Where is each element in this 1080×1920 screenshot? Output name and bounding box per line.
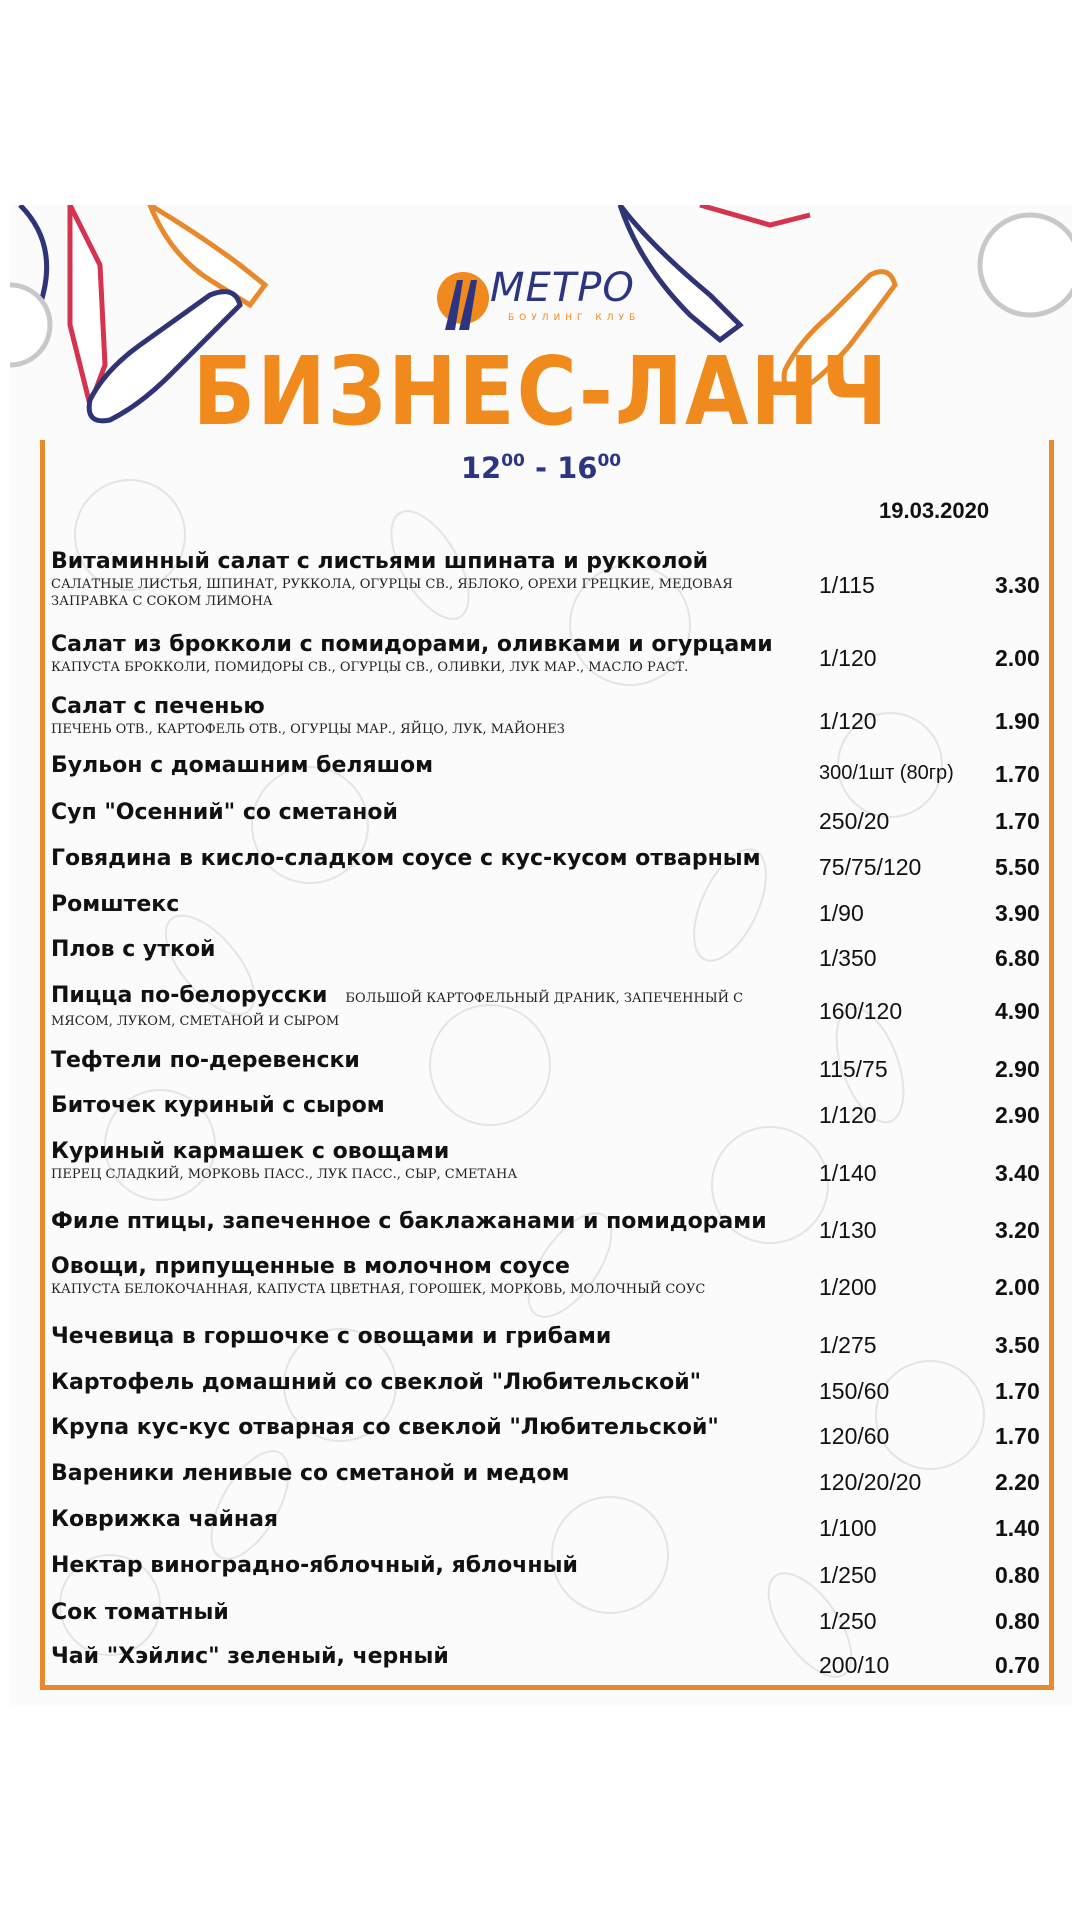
- item-name: Витаминный салат с листьями шпината и рукколой: [51, 549, 708, 574]
- item-name: Картофель домашний со свеклой "Любительской": [51, 1370, 702, 1395]
- item-weight: 200/10: [819, 1652, 890, 1678]
- item-name: Суп "Осенний" со сметаной: [51, 800, 398, 825]
- menu-item: [51, 548, 1061, 610]
- item-name: Сок томатный: [51, 1600, 229, 1625]
- menu-date: 19.03.2020: [879, 498, 990, 523]
- menu-item: [51, 1599, 1061, 1627]
- menu-item: [51, 1552, 1061, 1580]
- item-price: 2.90: [995, 1102, 1040, 1128]
- menu-item: [51, 1092, 1061, 1120]
- item-weight: 1/140: [819, 1160, 877, 1186]
- item-price: 3.90: [995, 900, 1040, 926]
- menu-item: [51, 631, 1061, 676]
- item-name: Овощи, припущенные в молочном соусе: [51, 1254, 570, 1279]
- item-name: Чай "Хэйлис" зеленый, черный: [51, 1644, 449, 1669]
- menu-sheet: [10, 205, 1072, 1705]
- menu-item: [51, 1253, 1061, 1298]
- item-weight: 1/120: [819, 645, 877, 671]
- item-name: Ромштекс: [51, 892, 180, 917]
- item-description: КАПУСТА БРОККОЛИ, ПОМИДОРЫ СВ., ОГУРЦЫ СВ., ОЛИВКИ, ЛУК МАР., МАСЛО РАСТ.: [51, 660, 689, 675]
- menu-item: [51, 799, 1061, 827]
- item-weight: 1/275: [819, 1332, 877, 1358]
- item-weight: 1/250: [819, 1608, 877, 1634]
- item-name: Салат из брокколи с помидорами, оливками и огурцами: [51, 632, 773, 657]
- item-weight: 120/60: [819, 1423, 890, 1449]
- item-price: 1.70: [995, 808, 1040, 834]
- item-price: 2.20: [995, 1469, 1040, 1495]
- item-name: Тефтели по-деревенски: [51, 1048, 360, 1073]
- item-price: 1.70: [995, 1423, 1040, 1449]
- menu-item: [51, 1643, 1061, 1671]
- item-name: Салат с печенью: [51, 694, 265, 719]
- item-name: Вареники ленивые со сметаной и медом: [51, 1461, 570, 1486]
- menu-item: [51, 1506, 1061, 1534]
- item-weight: 115/75: [819, 1056, 888, 1082]
- item-name: Филе птицы, запеченное с баклажанами и помидорами: [51, 1209, 767, 1234]
- item-price: 2.00: [995, 645, 1040, 671]
- menu-item: [51, 982, 1061, 1030]
- menu-item: [51, 891, 1061, 919]
- item-price: 5.50: [995, 854, 1040, 880]
- item-price: 0.80: [995, 1562, 1040, 1588]
- item-price: 1.90: [995, 708, 1040, 734]
- item-price: 3.40: [995, 1160, 1040, 1186]
- item-name: Говядина в кисло-сладком соусе с кус-кусом отварным: [51, 846, 761, 871]
- item-description-inline: БОЛЬШОЙ КАРТОФЕЛЬНЫЙ ДРАНИК, ЗАПЕЧЕННЫЙ С: [345, 991, 744, 1006]
- item-weight: 1/200: [819, 1274, 877, 1300]
- menu-title: БИЗНЕС-ЛАНЧ: [192, 337, 890, 448]
- menu-item: [51, 1047, 1061, 1075]
- item-weight: 1/115: [819, 572, 875, 598]
- item-price: 1.40: [995, 1515, 1040, 1541]
- item-weight: 300/1шт (80гр): [819, 762, 954, 784]
- item-weight: 1/130: [819, 1217, 877, 1243]
- item-name: Куриный кармашек с овощами: [51, 1139, 450, 1164]
- item-description: ПЕРЕЦ СЛАДКИЙ, МОРКОВЬ ПАСС., ЛУК ПАСС., СЫР, СМЕТАНА: [51, 1167, 518, 1182]
- item-weight: 75/75/120: [819, 854, 922, 880]
- item-price: 4.90: [995, 998, 1040, 1024]
- menu-item: [51, 1138, 1061, 1183]
- item-weight: 1/350: [819, 945, 877, 971]
- item-weight: 1/120: [819, 708, 877, 734]
- item-weight: 1/100: [819, 1515, 877, 1541]
- brand-name: МЕТРО: [490, 265, 635, 311]
- item-weight: 120/20/20: [819, 1469, 922, 1495]
- item-name: Бульон с домашним беляшом: [51, 753, 434, 778]
- item-weight: 1/250: [819, 1562, 877, 1588]
- item-description: ПЕЧЕНЬ ОТВ., КАРТОФЕЛЬ ОТВ., ОГУРЦЫ МАР., ЯЙЦО, ЛУК, МАЙОНЕЗ: [51, 722, 565, 737]
- menu-item: [51, 1323, 1061, 1351]
- item-weight: 1/90: [819, 900, 864, 926]
- item-weight: 160/120: [819, 998, 903, 1024]
- item-name: Крупа кус-кус отварная со свеклой "Любительской": [51, 1415, 719, 1440]
- item-weight: 1/120: [819, 1102, 877, 1128]
- item-description: МЯСОМ, ЛУКОМ, СМЕТАНОЙ И СЫРОМ: [51, 1014, 340, 1029]
- item-description: САЛАТНЫЕ ЛИСТЬЯ, ШПИНАТ, РУККОЛА, ОГУРЦЫ СВ., ЯБЛОКО, ОРЕХИ ГРЕЦКИЕ, МЕДОВАЯ ЗАПРАВКА С СОКОМ ЛИМОНА: [51, 577, 733, 609]
- item-name: Пицца по-белорусски БОЛЬШОЙ КАРТОФЕЛЬНЫЙ ДРАНИК, ЗАПЕЧЕННЫЙ С: [51, 983, 744, 1008]
- item-name: Коврижка чайная: [51, 1507, 279, 1532]
- lunch-hours: $12^{00} - 16^{00}$: [460, 451, 622, 485]
- item-price: 3.20: [995, 1217, 1040, 1243]
- item-price: 3.50: [995, 1332, 1040, 1358]
- item-name: Биточек куриный с сыром: [51, 1093, 385, 1118]
- menu-item: [51, 1369, 1061, 1397]
- menu-item: [51, 936, 1061, 964]
- item-price: 1.70: [995, 1378, 1040, 1404]
- item-price: 3.30: [995, 572, 1040, 598]
- item-name: Плов с уткой: [51, 937, 216, 962]
- item-name: Нектар виноградно-яблочный, яблочный: [51, 1553, 578, 1578]
- item-name: Чечевица в горшочке с овощами и грибами: [51, 1324, 612, 1349]
- item-price: 2.90: [995, 1056, 1040, 1082]
- menu-item: [51, 1208, 1061, 1236]
- brand-subtitle: БОУЛИНГ КЛУБ: [508, 313, 641, 323]
- item-price: 6.80: [995, 945, 1040, 971]
- item-description: КАПУСТА БЕЛОКОЧАННАЯ, КАПУСТА ЦВЕТНАЯ, ГОРОШЕК, МОРКОВЬ, МОЛОЧНЫЙ СОУС: [51, 1282, 706, 1297]
- item-price: 2.00: [995, 1274, 1040, 1300]
- menu-item: [51, 1414, 1061, 1442]
- item-weight: 150/60: [819, 1378, 890, 1404]
- item-price: 0.70: [995, 1652, 1040, 1678]
- item-price: 0.80: [995, 1608, 1040, 1634]
- menu-item: [51, 693, 1061, 738]
- item-weight: 250/20: [819, 808, 890, 834]
- item-price: 1.70: [995, 761, 1040, 787]
